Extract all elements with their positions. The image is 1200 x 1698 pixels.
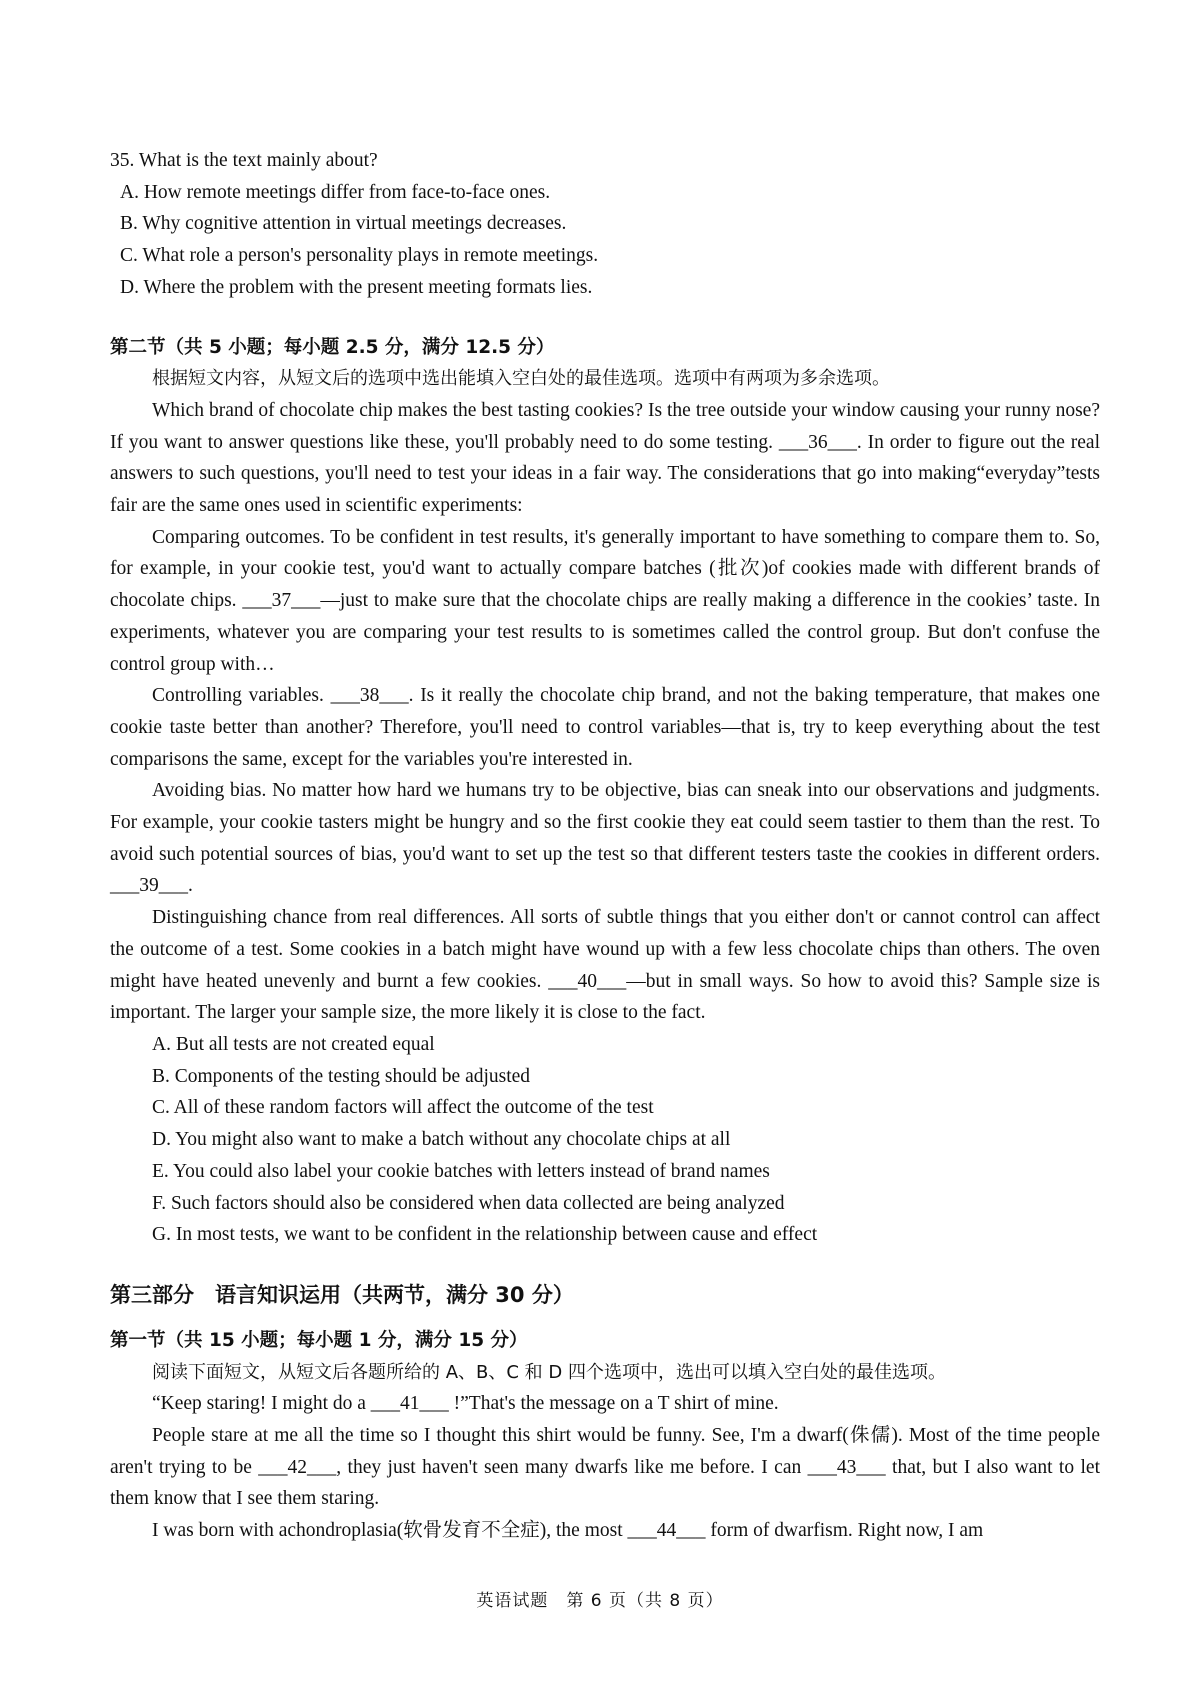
passage-paragraph-1: Which brand of chocolate chip makes the best tasting cookies? Is the tree outside your window causing your runny nose? If you want to answer questions like these, you'll probably need to do some testing. ___36___. In order to figure out the real answers to such questions, you'll need to test your ideas in a fair way. The considerations that go into making“everyday”tests fair are the same ones used in scientific experiments: [110, 399, 1100, 517]
exam-page [110, 145, 1100, 1547]
question-35-option-c: C. What role a person's personality plays in remote meetings. [120, 245, 599, 267]
section-1-heading: 第一节（共 15 小题；每小题 1 分，满分 15 分） [110, 1329, 528, 1351]
question-35-option-b: B. Why cognitive attention in virtual meetings decreases. [120, 213, 567, 235]
cloze-paragraph-3: I was born with achondroplasia(软骨发育不全症), the most ___44___ form of dwarfism. Right now, I am [152, 1520, 984, 1542]
cloze-paragraph-2: People stare at me all the time so I thought this shirt would be funny. See, I'm a dwarf(侏儒). Most of the time people aren't trying to be ___42___, they just haven't seen many dwarfs like me before. I can ___43___ that, but I also want to let them know that I see them staring. [110, 1425, 1100, 1510]
part-3-heading: 第三部分 语言知识运用（共两节，满分 30 分） [110, 1282, 574, 1307]
page-footer: 英语试题 第 6 页（共 8 页） [476, 1591, 724, 1611]
passage-paragraph-2: Comparing outcomes. To be confident in test results, it's generally important to have something to compare them to. So, for example, in your cookie test, you'd want to actually compare batches (批次)of cookies made with different brands of chocolate chips. ___37___—just to make sure that the chocolate chips are really making a difference in the cookies’ taste. In experiments, whatever you are comparing your test results to is sometimes called the control group. But don't confuse the control group with… [110, 526, 1100, 675]
passage-paragraph-4: Avoiding bias. No matter how hard we humans try to be objective, bias can sneak into our observations and judgments. For example, your cookie tasters might be hungry and so the first cookie they eat could seem tastier to them than the rest. To avoid such potential sources of bias, you'd want to set up the test so that different testers taste the cookies in different orders. ___39___. [110, 780, 1100, 897]
answer-option-d: D. You might also want to make a batch without any chocolate chips at all [152, 1129, 731, 1151]
question-35-option-d: D. Where the problem with the present meeting formats lies. [120, 276, 593, 298]
answer-option-b: B. Components of the testing should be adjusted [152, 1065, 531, 1087]
section-2-instruction: 根据短文内容，从短文后的选项中选出能填入空白处的最佳选项。选项中有两项为多余选项。 [152, 368, 890, 390]
passage-paragraph-3: Controlling variables. ___38___. Is it really the chocolate chip brand, and not the baking temperature, that makes one cookie taste better than another? Therefore, you'll need to control variables—that is, try to keep everything about the test comparisons the same, except for the variables you're interested in. [110, 685, 1100, 770]
answer-option-a: A. But all tests are not created equal [152, 1033, 435, 1055]
answer-option-g: G. In most tests, we want to be confident in the relationship between cause and effect [152, 1224, 818, 1246]
answer-option-c: C. All of these random factors will affect the outcome of the test [152, 1097, 654, 1119]
cloze-paragraph-1: “Keep staring! I might do a ___41___ !”That's the message on a T shirt of mine. [152, 1393, 779, 1415]
question-35-option-a: A. How remote meetings differ from face-to-face ones. [120, 181, 551, 203]
question-35-stem: 35. What is the text mainly about? [110, 150, 378, 171]
section-1-instruction: 阅读下面短文，从短文后各题所给的 A、B、C 和 D 四个选项中，选出可以填入空白处的最佳选项。 [152, 1361, 946, 1383]
answer-option-f: F. Such factors should also be considered when data collected are being analyzed [152, 1192, 785, 1214]
answer-option-e: E. You could also label your cookie batches with letters instead of brand names [152, 1160, 770, 1182]
passage-paragraph-5: Distinguishing chance from real differences. All sorts of subtle things that you either don't or cannot control can affect the outcome of a test. Some cookies in a batch might have wound up with a few less chocolate chips than others. The oven might have heated unevenly and burnt a few cookies. ___40___—but in small ways. So how to avoid this? Sample size is important. The larger your sample size, the more likely it is close to the fact. [110, 907, 1100, 1024]
section-2-heading: 第二节（共 5 小题；每小题 2.5 分，满分 12.5 分） [110, 336, 555, 358]
